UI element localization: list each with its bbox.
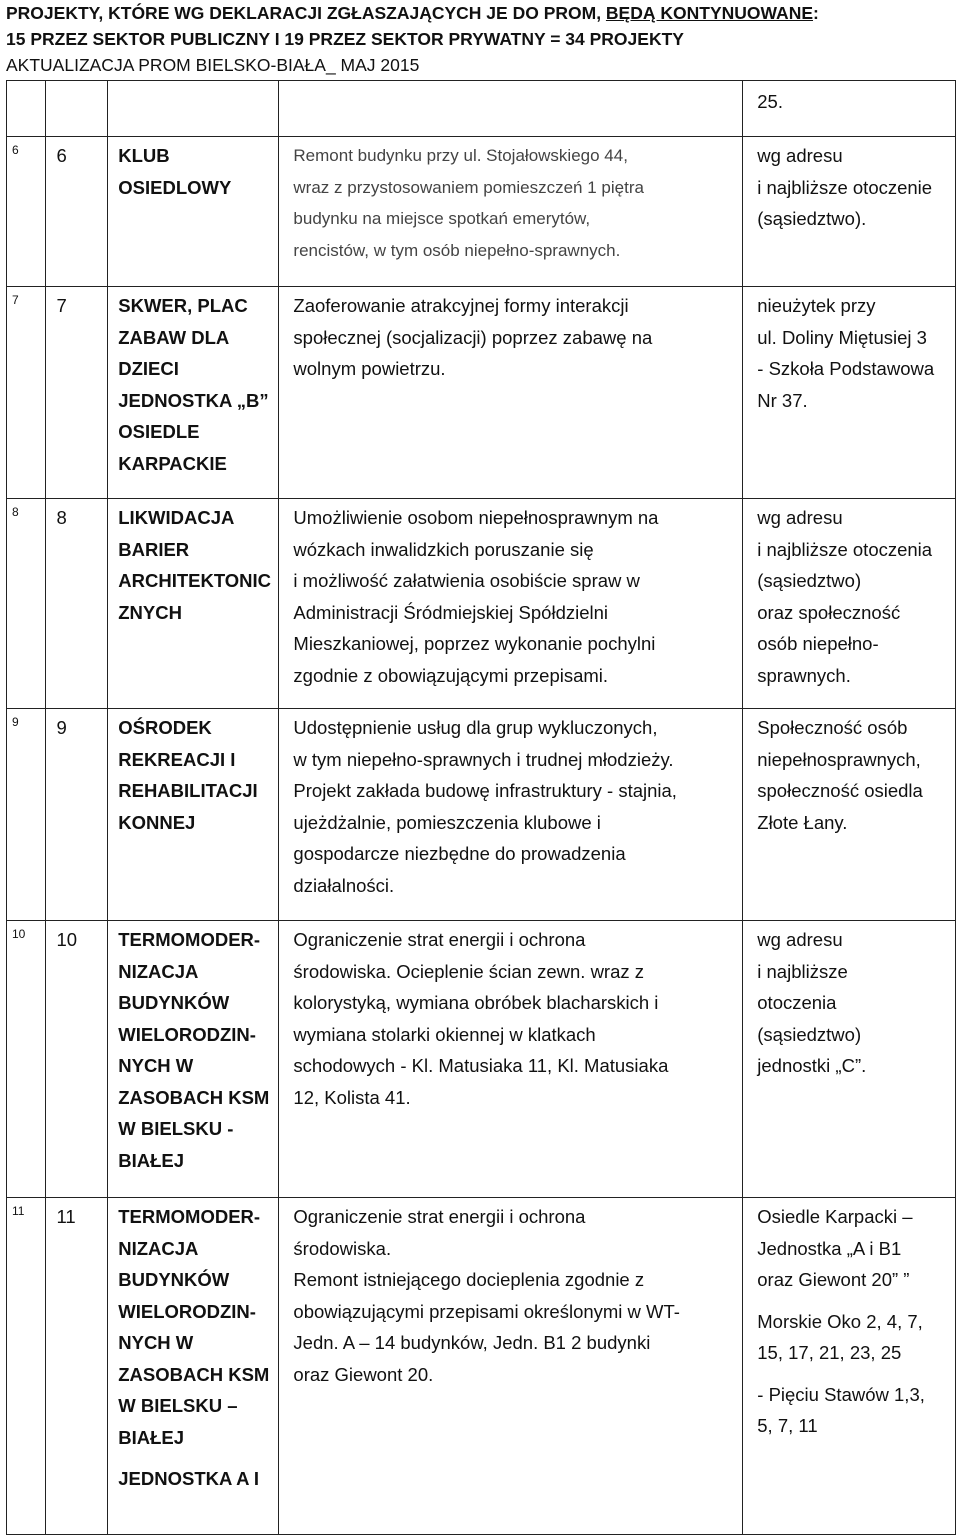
project-location [743,709,955,838]
project-name-line: LIKWIDACJA [118,507,235,528]
project-description-line: działalności. [293,874,395,896]
project-location-line: wg adresu [757,145,843,166]
row-index: 11 [12,1204,25,1218]
project-location-line: niepełnosprawnych, [757,748,921,770]
project-description-line: społecznej (socjalizacji) poprzez zabawę na [293,326,653,348]
project-description-line: Projekt zakłada budowę infrastruktury - stajnia, [293,780,677,801]
project-location [743,499,955,691]
project-location [743,921,955,1082]
project-name-line: REKREACJI I [118,748,236,770]
project-name-line: ARCHITEKTONIC [118,570,272,591]
project-name-line [118,1453,278,1463]
project-description-line: Zaoferowanie atrakcyjnej formy interakcji [293,295,629,316]
project-name-line: WIELORODZIN- [118,1300,256,1322]
project-number: 10 [56,929,78,950]
project-name-line: BIAŁEJ [118,1149,185,1171]
project-description [279,499,742,691]
project-description [279,1198,742,1390]
project-name-line: NYCH W [118,1055,194,1076]
project-description-line: wymiana stolarki okiennej w klatkach [293,1023,596,1045]
row-index: 9 [12,715,19,729]
project-location-line: Złote Łany. [757,811,848,833]
project-location-line: społeczność osiedla [757,780,923,801]
project-name-line: SKWER, PLAC [118,295,248,316]
project-description-line: Ograniczenie strat energii i ochrona [293,929,586,950]
project-description-line: budynku na miejsce spotkań emerytów, [293,209,591,228]
project-name-line: KARPACKIE [118,452,227,474]
project-name-line: KLUB [118,145,170,166]
project-name-line: BARIER [118,538,190,560]
header-underlined-text: BĘDĄ KONTYNUOWANE [605,3,814,23]
project-location-line [757,1369,951,1379]
project-location-line: ul. Doliny Miętusiej 3 [757,326,927,348]
header-line-3: AKTUALIZACJA PROM BIELSKO-BIAŁA_ MAJ 2015 [6,55,420,75]
project-name-line: TERMOMODER- [118,929,261,950]
project-location-line: i najbliższe [757,960,848,982]
project-name-line: W BIELSKU – [118,1395,238,1416]
project-number: 6 [56,145,67,166]
header-line-2: 15 PRZEZ SEKTOR PUBLICZNY I 19 PRZEZ SEKTOR PRYWATNY = 34 PROJEKTY [6,29,684,49]
project-location-line: Nr 37. [757,389,808,411]
project-name-line: BUDYNKÓW [118,992,230,1013]
project-location-line: Osiedle Karpacki – [757,1206,913,1227]
project-name [108,709,278,838]
project-name-line: BUDYNKÓW [118,1269,230,1290]
top-row [7,81,956,137]
table-row [7,1198,956,1535]
project-name-line: OSIEDLE [118,421,200,442]
project-name [108,499,278,628]
project-name-line: JEDNOSTKA „B” [118,389,269,411]
project-description-line: ujeżdżalnie, pomieszczenia klubowe i [293,811,601,833]
project-location-line: Morskie Oko 2, 4, 7, [757,1310,923,1332]
page-number: 25. [757,91,783,112]
project-description-line: Remont istniejącego docieplenia zgodnie z [293,1269,645,1290]
project-name-line: ZNYCH [118,601,182,623]
project-description-line: 12, Kolista 41. [293,1086,411,1108]
project-name [108,1198,278,1495]
project-description-line: w tym niepełno-sprawnych i trudnej młodzieży. [293,748,674,770]
project-description-line: Ograniczenie strat energii i ochrona [293,1206,586,1227]
project-name-line: ZASOBACH KSM [118,1086,270,1108]
project-name-line: KONNEJ [118,811,196,833]
project-name-line: JEDNOSTKA A I [118,1468,260,1489]
project-description-line: zgodnie z obowiązującymi przepisami. [293,664,609,686]
project-location [743,287,955,416]
project-location-line: jednostki „C”. [757,1055,867,1076]
table-row [7,499,956,709]
project-location-line: wg adresu [757,507,843,528]
project-name-line: NIZACJA [118,1237,199,1259]
project-description-line: Remont budynku przy ul. Stojałowskiego 44, [293,146,628,165]
project-location-line: oraz Giewont 20” ” [757,1269,910,1290]
project-location-line: 5, 7, 11 [757,1415,818,1436]
project-location-line: otoczenia [757,992,837,1013]
project-location-line: Społeczność osób [757,717,908,738]
project-description-line: wraz z przystosowaniem pomieszczeń 1 piętra [293,177,644,197]
project-description [279,709,742,901]
project-name-line: DZIECI [118,358,179,379]
row-index: 6 [12,143,19,157]
project-name-line: ZABAW DLA [118,326,230,348]
project-location-line [757,1296,951,1306]
project-name-line: W BIELSKU - [118,1118,234,1139]
project-description-line: oraz Giewont 20. [293,1363,434,1385]
table-row [7,921,956,1198]
project-location-line: wg adresu [757,929,843,950]
project-name-line: BIAŁEJ [118,1426,185,1448]
project-description-line: środowiska. [293,1237,392,1259]
project-name [108,287,278,479]
project-description-line: Jedn. A – 14 budynków, Jedn. B1 2 budynki [293,1332,651,1353]
project-location-line: i najbliższe otoczenie [757,176,933,198]
project-name-line: WIELORODZIN- [118,1023,256,1045]
table-row [7,137,956,287]
project-number: 8 [56,507,67,528]
project-name-line: OŚRODEK [118,717,212,738]
project-location-line: (sąsiedztwo). [757,208,867,229]
project-name-line: ZASOBACH KSM [118,1363,270,1385]
project-description-line: i możliwość załatwienia osobiście spraw w [293,570,640,591]
project-name [108,921,278,1176]
project-name-line: OSIEDLOWY [118,176,232,198]
document-header [6,0,956,78]
project-location-line: 15, 17, 21, 23, 25 [757,1342,902,1363]
project-location-line: i najbliższe otoczenia [757,538,933,560]
project-name-line: NYCH W [118,1332,194,1353]
project-description-line: kolorystyką, wymiana obróbek blacharskich i [293,992,659,1013]
project-location-line: Jednostka „A i B1 [757,1237,902,1259]
project-description-line: rencistów, w tym osób niepełno-sprawnych. [293,240,621,260]
project-location-line: (sąsiedztwo) [757,570,862,591]
project-name-line: TERMOMODER- [118,1206,261,1227]
project-location-line: - Szkoła Podstawowa [757,358,935,379]
project-description-line: wolnym powietrzu. [293,358,446,379]
projects-table [6,80,956,1535]
project-description-line: Umożliwienie osobom niepełnosprawnym na [293,507,659,528]
project-location-line: sprawnych. [757,664,851,686]
project-name-line: NIZACJA [118,960,199,982]
project-name [108,137,278,203]
project-number: 7 [56,295,67,316]
project-location-line: oraz społeczność [757,601,901,623]
project-description-line: środowiska. Ocieplenie ścian zewn. wraz z [293,960,645,982]
table-row [7,287,956,499]
project-description-line: Udostępnienie usług dla grup wykluczonych, [293,717,658,738]
project-name-line: REHABILITACJI [118,780,258,801]
project-location-line: - Pięciu Stawów 1,3, [757,1383,925,1405]
project-description-line: Mieszkaniowej, poprzez wykonanie pochylni [293,633,656,654]
project-description [279,137,742,266]
table-row [7,709,956,921]
project-description [279,921,742,1113]
project-number: 9 [56,717,67,738]
project-description-line: obowiązującymi przepisami określonymi w WT- [293,1300,680,1322]
project-location [743,1198,955,1442]
project-description-line: Administracji Śródmiejskiej Spółdzielni [293,601,609,623]
project-description-line: gospodarcze niezbędne do prowadzenia [293,843,626,864]
project-location-line: nieużytek przy [757,295,876,316]
project-location-line: (sąsiedztwo) [757,1023,862,1045]
project-description-line: schodowych - Kl. Matusiaka 11, Kl. Matusiaka [293,1055,669,1076]
row-index: 8 [12,505,19,519]
project-description-line: wózkach inwalidzkich poruszanie się [293,538,594,560]
project-location-line: osób niepełno- [757,633,879,654]
project-location [743,137,955,235]
project-description [279,287,742,385]
row-index: 10 [12,927,26,941]
row-index: 7 [12,293,19,307]
header-line-1: PROJEKTY, KTÓRE WG DEKLARACJI ZGŁASZAJĄCYCH JE DO PROM, BĘDĄ KONTYNUOWANE: [6,3,819,23]
project-number: 11 [56,1206,76,1227]
